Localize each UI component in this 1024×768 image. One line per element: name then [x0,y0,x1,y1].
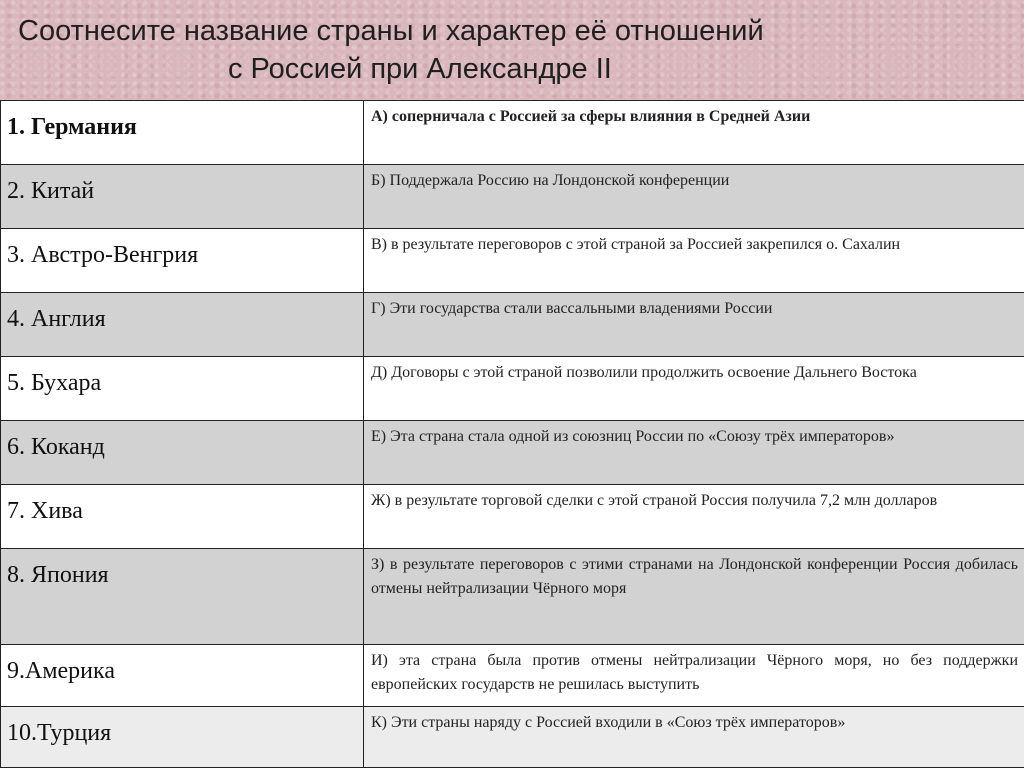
matching-table [0,100,1024,768]
slide-title-line-1: Соотнесите название страны и характер её отношений [18,14,764,48]
table-row [1,485,1024,549]
table-row [1,549,1024,645]
table-row [1,357,1024,421]
description-cell: Е) Эта страна стала одной из союзниц России по «Союзу трёх императоров» [364,421,1024,485]
description-cell: В) в результате переговоров с этой страной за Россией закрепился о. Сахалин [364,229,1024,293]
description-cell: Д) Договоры с этой страной позволили продолжить освоение Дальнего Востока [364,357,1024,421]
description-cell: К) Эти страны наряду с Россией входили в «Союз трёх императоров» [364,707,1024,768]
description-cell: И) эта страна была против отмены нейтрализации Чёрного моря, но без поддержки европейских государств не решилась выступить [364,645,1024,707]
slide-title-line-2: с Россией при Александре II [228,52,612,86]
table-row [1,165,1024,229]
country-cell: 9.Америка [1,645,364,707]
table-row [1,101,1024,165]
description-cell: Б) Поддержала Россию на Лондонской конференции [364,165,1024,229]
table-row [1,421,1024,485]
title-area [0,0,1024,100]
country-cell: 4. Англия [1,293,364,357]
country-cell: 5. Бухара [1,357,364,421]
table-row [1,645,1024,707]
description-cell: Ж) в результате торговой сделки с этой страной Россия получила 7,2 млн долларов [364,485,1024,549]
country-cell: 6. Коканд [1,421,364,485]
description-cell: З) в результате переговоров с этими странами на Лондонской конференции Россия добилась отмены нейтрализации Чёрного моря [364,549,1024,645]
country-cell: 7. Хива [1,485,364,549]
country-cell: 10.Турция [1,707,364,768]
country-cell: 2. Китай [1,165,364,229]
country-cell: 8. Япония [1,549,364,645]
description-cell: А) соперничала с Россией за сферы влияния в Средней Азии [364,101,1024,165]
table-row [1,229,1024,293]
table-row [1,707,1024,768]
country-cell: 3. Австро-Венгрия [1,229,364,293]
table-row [1,293,1024,357]
description-cell: Г) Эти государства стали вассальными владениями России [364,293,1024,357]
country-cell: 1. Германия [1,101,364,165]
